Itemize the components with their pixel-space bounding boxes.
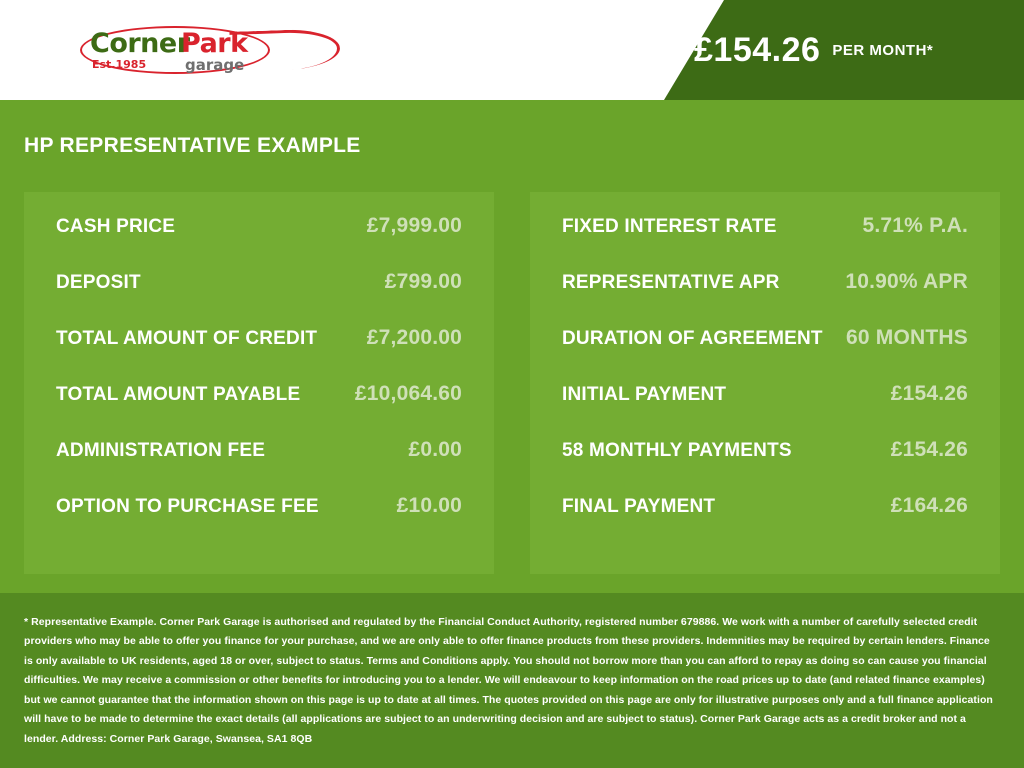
page-header [0,0,1024,100]
row-label: OPTION TO PURCHASE FEE [56,496,319,517]
row-label: 58 MONTHLY PAYMENTS [562,440,792,461]
row-value: £10.00 [396,494,462,517]
table-row [562,382,968,438]
row-label: TOTAL AMOUNT PAYABLE [56,384,301,405]
row-value: £164.26 [890,494,968,517]
table-row [562,326,968,382]
monthly-price-period: PER MONTH* [832,41,934,59]
logo-established: Est.1985 [92,58,147,71]
row-label: FIXED INTEREST RATE [562,216,777,237]
logo-word-park: Park [181,28,248,59]
row-value: 5.71% P.A. [862,214,968,237]
table-row [56,494,462,550]
row-value: £0.00 [408,438,462,461]
row-value: £7,200.00 [366,326,462,349]
row-value: £799.00 [384,270,462,293]
finance-panel-left [24,192,494,574]
table-row [562,270,968,326]
finance-panel-right [530,192,1000,574]
row-value: £10,064.60 [354,382,462,405]
row-label: DEPOSIT [56,272,141,293]
row-value: £154.26 [890,438,968,461]
table-row [56,270,462,326]
row-label: ADMINISTRATION FEE [56,440,266,461]
page-title: HP REPRESENTATIVE EXAMPLE [24,134,361,157]
monthly-price-block [664,0,1024,100]
row-value: 60 MONTHS [846,326,968,349]
logo-word-garage: garage [185,56,245,74]
row-value: £154.26 [890,382,968,405]
table-row [56,382,462,438]
table-row [562,438,968,494]
row-label: INITIAL PAYMENT [562,384,727,405]
row-label: CASH PRICE [56,216,176,237]
finance-details-panels [24,192,1000,574]
table-row [56,214,462,270]
row-label: DURATION OF AGREEMENT [562,328,823,349]
disclaimer-text: * Representative Example. Corner Park Garage is authorised and regulated by the Financial Conduct Authority, registered number 679886. We work with a number of carefully selected credit providers who may be able to offer you finance for your purchase, and we are only able to offer finance products from these providers. Indemnities may be required by certain lenders. Finance is only available to UK residents, aged 18 or over, subject to status. Terms and Conditions apply. You should not borrow more than you can afford to repay as doing so can cause you financial difficulties. We may receive a commission or other benefits for introducing you to a lender. We will endeavour to keep information on the road prices up to date (and related finance examples) but we cannot guarantee that the information shown on this page is up to date at all times. The quotes provided on this page are only for illustrative purposes only and a full finance application will have to be made to determine the exact details (all applications are subject to an underwriting decision and are subject to status). Corner Park Garage acts as a credit broker and not a lender. Address: Corner Park Garage, Swansea, SA1 8QB [24,616,993,745]
row-label: TOTAL AMOUNT OF CREDIT [56,328,318,349]
corner-park-garage-logo [80,22,350,80]
table-row [562,214,968,270]
row-label: FINAL PAYMENT [562,496,716,517]
table-row [56,438,462,494]
row-value: 10.90% APR [845,270,968,293]
row-value: £7,999.00 [366,214,462,237]
table-row [562,494,968,550]
logo-word-corner: Corner [90,28,190,59]
row-label: REPRESENTATIVE APR [562,272,780,293]
monthly-price-amount: £154.26 [694,30,821,69]
footer-disclaimer [0,593,1024,768]
table-row [56,326,462,382]
